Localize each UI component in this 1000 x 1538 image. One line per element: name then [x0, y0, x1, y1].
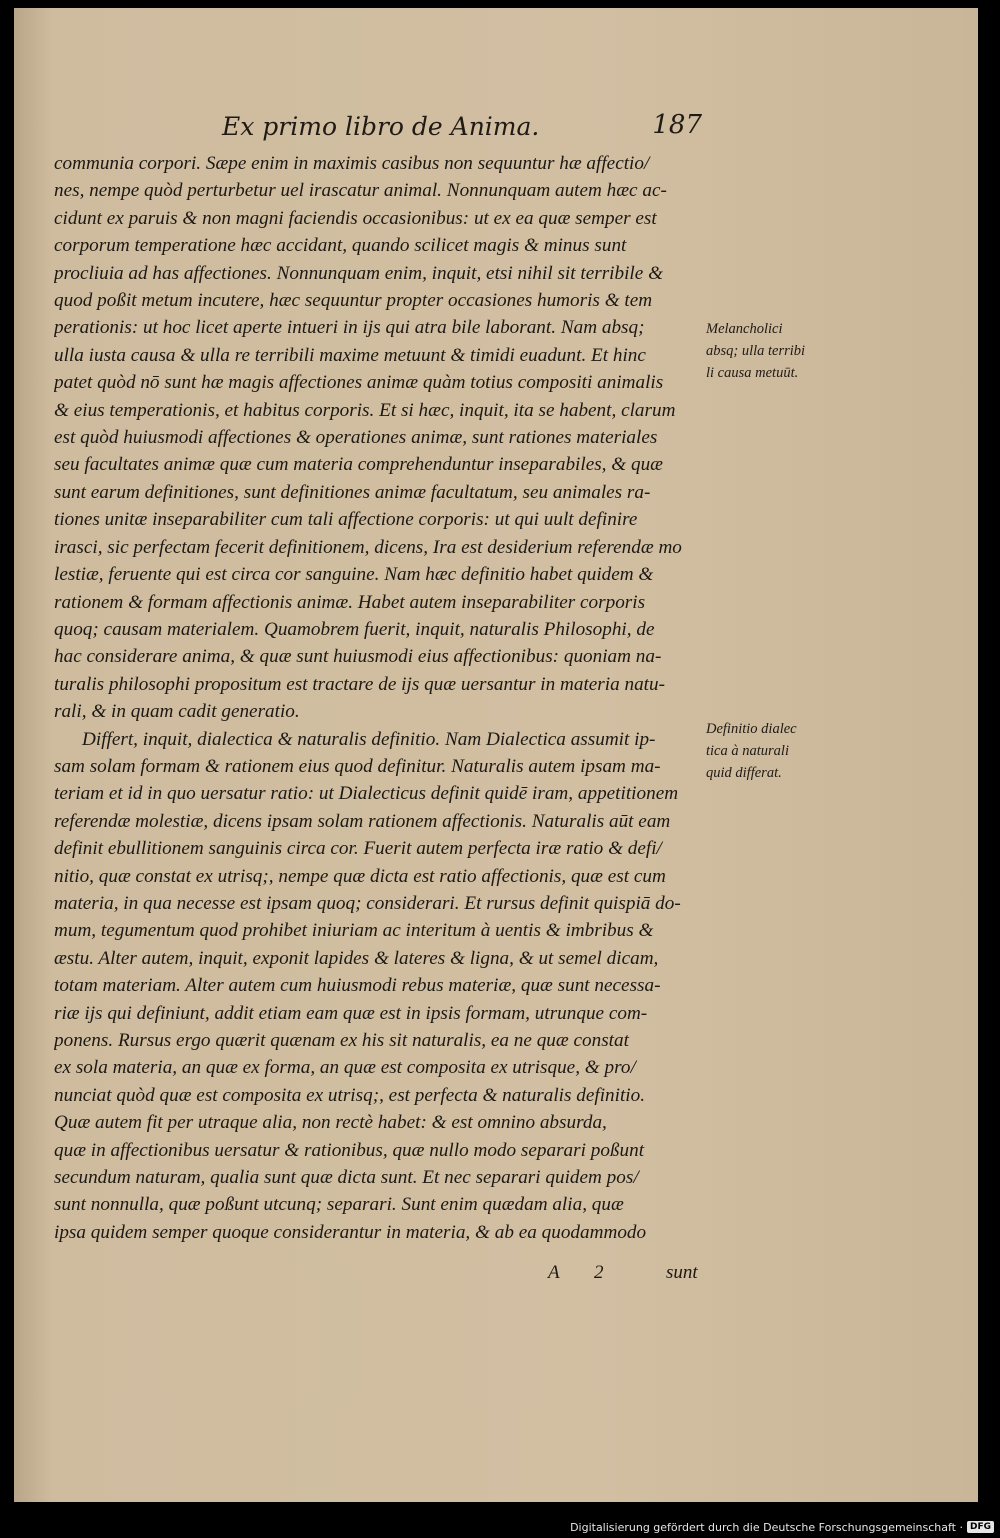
- text-line: seu facultates animæ quæ cum materia comprehenduntur inseparabiles, & quæ: [54, 454, 663, 476]
- text-line: ponens. Rursus ergo quærit quænam ex his sit naturalis, ea ne quæ constat: [54, 1030, 629, 1051]
- text-line: & eius temperationis, et habitus corporis. Et si hæc, inquit, ita se habent, clarum: [54, 399, 676, 421]
- margin-note-melancholici: [706, 318, 836, 384]
- text-line: turalis philosophi propositum est tractare de ijs quæ uersantur in materia natu-: [54, 673, 665, 695]
- margin-note-line: Melancholici: [706, 321, 783, 337]
- text-line: quoq; causam materialem. Quamobrem fuerit, inquit, naturalis Philosophi, de: [54, 618, 655, 640]
- text-line: ipsa quidem semper quoque considerantur in materia, & ab ea quodammodo: [54, 1221, 647, 1243]
- text-line: hac considerare anima, & quæ sunt huiusmodi eius affectionibus: quoniam na-: [54, 646, 662, 668]
- text-line: riæ ijs qui definiunt, addit etiam eam quæ est in ipsis formam, utrunque com-: [54, 1002, 648, 1024]
- body-text: [54, 150, 704, 1246]
- text-line: cidunt ex paruis & non magni faciendis occasionibus: ut ex ea quæ semper est: [54, 207, 657, 229]
- catchword: sunt: [666, 1262, 698, 1283]
- text-line: referendæ molestiæ, dicens ipsam solam rationem affectionis. Naturalis aūt eam: [54, 810, 671, 832]
- margin-note-definitio: [706, 718, 836, 784]
- signature-mark: A: [548, 1262, 560, 1283]
- running-title: Ex primo libro de Anima.: [222, 112, 540, 141]
- text-line: ex sola materia, an quæ ex forma, an quæ est composita ex utrisque, & pro/: [54, 1057, 636, 1079]
- text-line: nunciat quòd quæ est composita ex utrisq;, est perfecta & naturalis definitio.: [54, 1084, 646, 1106]
- text-line: rali, & in quam cadit generatio.: [54, 701, 300, 723]
- text-line: irasci, sic perfectam fecerit definitionem, dicens, Ira est desiderium referendæ mo: [54, 536, 682, 558]
- page-number: 187: [652, 110, 702, 140]
- text-line: patet quòd nō sunt hæ magis affectiones animæ quàm totius compositi animalis: [54, 372, 664, 394]
- text-line: rationem & formam affectionis animæ. Habet autem inseparabiliter corporis: [54, 591, 646, 613]
- dfg-logo: DFG: [967, 1521, 994, 1533]
- page-header: [222, 106, 702, 148]
- digitization-footer: [570, 1518, 994, 1536]
- text-line: quod poßit metum incutere, hæc sequuntur propter occasiones humoris & tem: [54, 290, 653, 312]
- signature-number: 2: [594, 1262, 604, 1283]
- text-line: Differt, inquit, dialectica & naturalis definitio. Nam Dialectica assumit ip-: [82, 728, 656, 750]
- text-line: est quòd huiusmodi affectiones & operationes animæ, sunt rationes materiales: [54, 427, 658, 449]
- margin-note-line: li causa metuūt.: [706, 365, 799, 381]
- text-line: sunt earum definitiones, sunt definitiones animæ facultatum, seu animales ra-: [54, 481, 651, 503]
- text-line: nitio, quæ constat ex utrisq;, nempe quæ dicta est ratio affectionis, quæ est cum: [54, 865, 666, 887]
- text-line: tiones unitæ inseparabiliter cum tali affectione corporis: ut qui uult definire: [54, 509, 638, 531]
- text-line: totam materiam. Alter autem cum huiusmodi rebus materiæ, quæ sunt necessa-: [54, 975, 661, 997]
- text-line: ulla iusta causa & ulla re terribili maxime metuunt & timidi euadunt. Et hinc: [54, 344, 646, 366]
- text-line: æstu. Alter autem, inquit, exponit lapides & lateres & ligna, & ut semel dicam,: [54, 947, 659, 969]
- text-line: perationis: ut hoc licet aperte intueri in ijs qui atra bile laborant. Nam absq;: [54, 317, 645, 339]
- text-line: communia corpori. Sæpe enim in maximis casibus non sequuntur hæ affectio/: [54, 153, 650, 174]
- margin-note-line: Definitio dialec: [706, 721, 797, 737]
- footer-text: Digitalisierung gefördert durch die Deutsche Forschungsgemeinschaft ·: [570, 1520, 963, 1534]
- text-line: procliuia ad has affectiones. Nonnunquam enim, inquit, etsi nihil sit terribile &: [54, 262, 663, 284]
- text-line: sunt nonnulla, quæ poßunt utcunq; separari. Sunt enim quædam alia, quæ: [54, 1194, 624, 1216]
- text-line: quæ in affectionibus uersatur & rationibus, quæ nullo modo separari poßunt: [54, 1139, 645, 1161]
- text-line: sam solam formam & rationem eius quod definitur. Naturalis autem ipsam ma-: [54, 755, 661, 777]
- margin-note-line: tica à naturali: [706, 743, 789, 759]
- text-line: materia, in qua necesse est ipsam quoq; considerari. Et rursus definit quispiā do-: [54, 892, 681, 914]
- text-line: secundum naturam, qualia sunt quæ dicta sunt. Et nec separari quidem pos/: [54, 1167, 639, 1189]
- text-line: lestiæ, feruente qui est circa cor sanguine. Nam hæc definitio habet quidem &: [54, 564, 654, 586]
- margin-note-line: absq; ulla terribi: [706, 343, 806, 359]
- text-line: corporum temperatione hæc accidant, quando scilicet magis & minus sunt: [54, 235, 627, 257]
- margin-note-line: quid differat.: [706, 765, 782, 781]
- text-line: Quæ autem fit per utraque alia, non rectè habet: & est omnino absurda,: [54, 1112, 607, 1134]
- text-line: mum, tegumentum quod prohibet iniuriam ac interitum à uentis & imbribus &: [54, 920, 654, 942]
- text-line: nes, nempe quòd perturbetur uel irascatur animal. Nonnunquam autem hæc ac-: [54, 180, 667, 202]
- text-line: definit ebullitionem sanguinis circa cor. Fuerit autem perfecta iræ ratio & defi/: [54, 838, 662, 860]
- text-line: teriam et id in quo uersatur ratio: ut Dialecticus definit quidē iram, appetitionem: [54, 783, 679, 805]
